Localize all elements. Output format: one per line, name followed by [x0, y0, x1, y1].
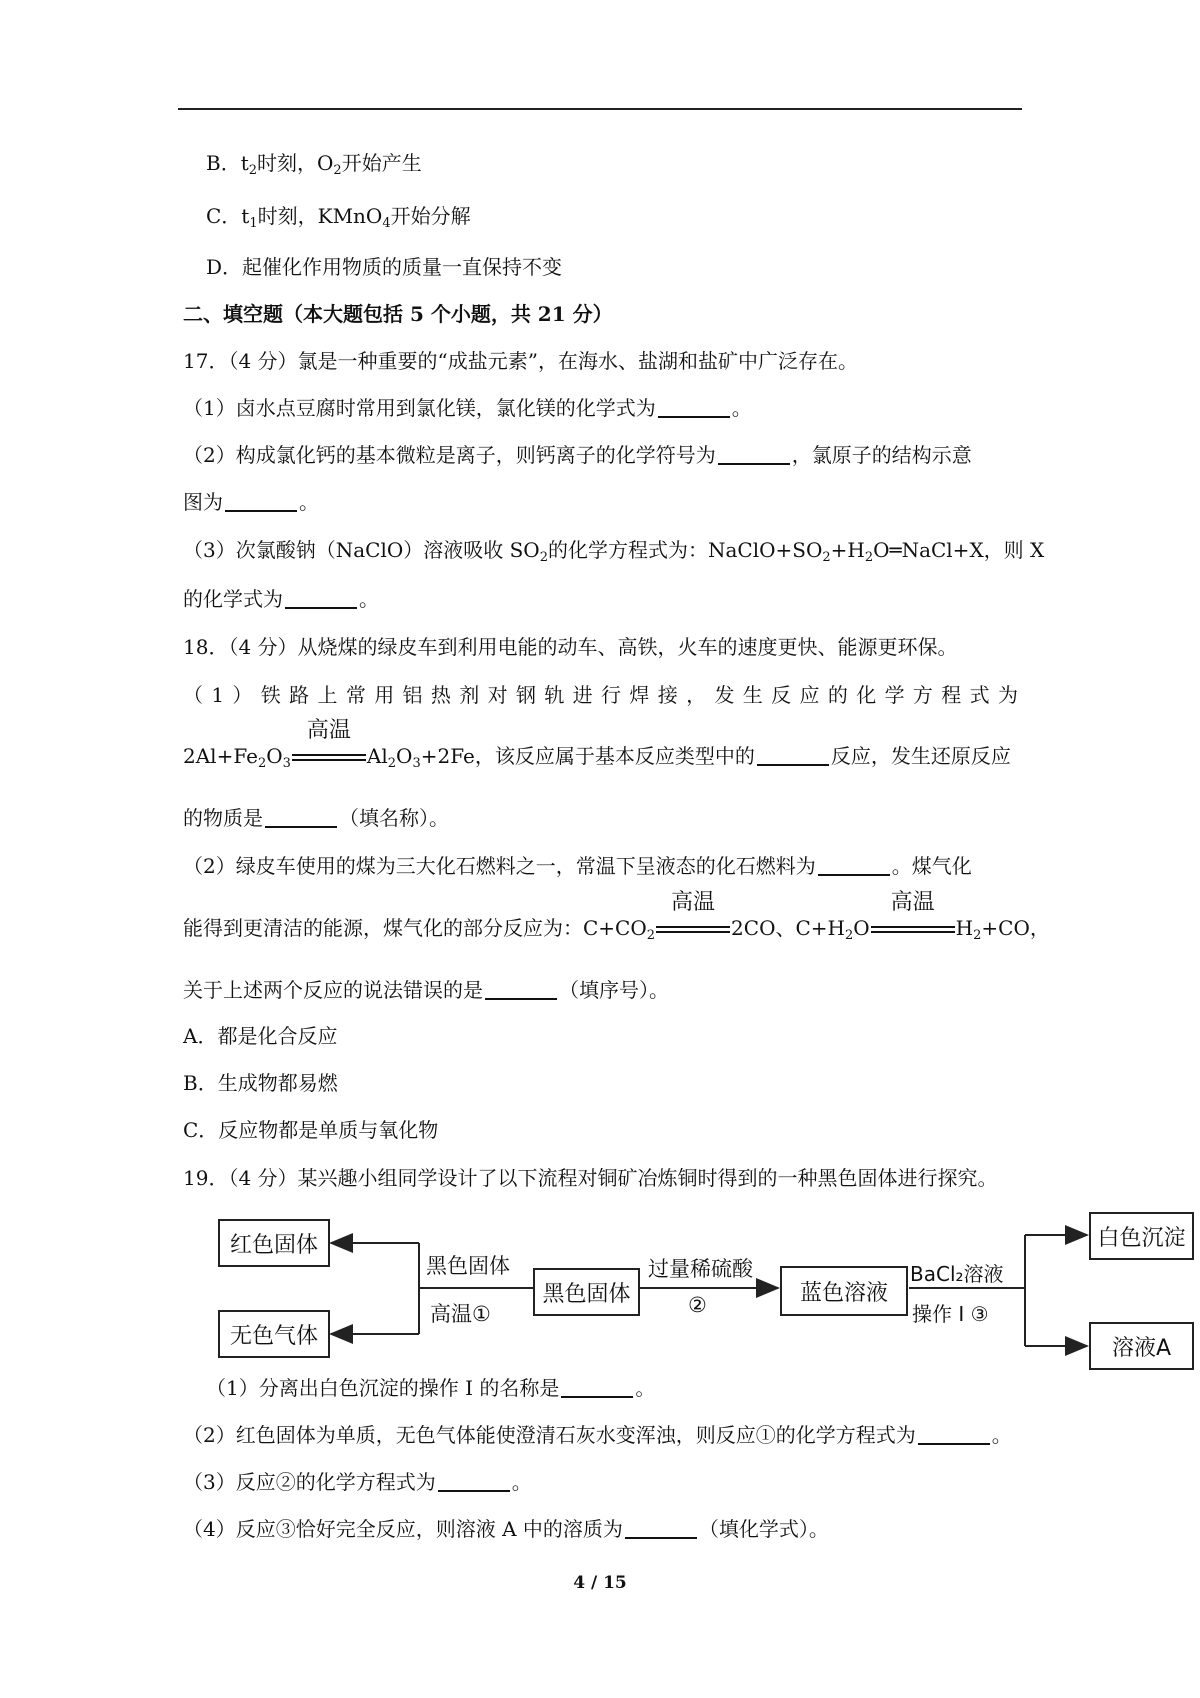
flow-label-bacl2: BaCl₂溶液	[910, 1262, 1004, 1286]
q17-part2: （2）构成氯化钙的基本微粒是离子，则钙离子的化学符号为 ，氯原子的结构示意	[183, 443, 972, 467]
flow-colorless-gas: 无色气体	[218, 1310, 330, 1358]
q18-part2-equations: 能得到更清洁的能源，煤气化的部分反应为：$C+CO_2$ 高温 2CO、$C+H_2O$ 高温 $H_2+CO$，	[183, 889, 1050, 943]
flow-label-black-solid: 黑色固体	[426, 1254, 510, 1278]
q19-part4: （4）反应③恰好完全反应，则溶液 A 中的溶质为 （填化学式）。	[183, 1517, 829, 1541]
q19-part2: （2）红色固体为单质，无色气体能使澄清石灰水变浑浊，则反应①的化学方程式为 。	[183, 1423, 1012, 1447]
flow-red-solid: 红色固体	[218, 1219, 330, 1267]
answer-blank[interactable]	[625, 1515, 697, 1539]
q17-part1: （1）卤水点豆腐时常用到氯化镁，氯化镁的化学式为 。	[183, 396, 752, 420]
answer-blank[interactable]	[561, 1374, 633, 1398]
q17-part3-cont: 的化学式为 。	[183, 587, 379, 611]
q18-part1-cont: 的物质是 （填名称）。	[183, 806, 449, 830]
q18-part2-cont: 关于上述两个反应的说法错误的是 （填序号）。	[183, 978, 669, 1002]
q18-option-c: C．反应物都是单质与氧化物	[183, 1118, 439, 1142]
q17-part2-cont: 图为 。	[183, 490, 319, 514]
flow-black-solid: 黑色固体	[533, 1268, 640, 1316]
flow-label-step2: ②	[688, 1293, 707, 1317]
reaction-condition: 高温	[871, 920, 955, 940]
answer-blank[interactable]	[918, 1421, 990, 1445]
flow-label-high-temp: 高温①	[430, 1302, 491, 1326]
q18-stem: 18．（4 分）从烧煤的绿皮车到利用电能的动车、高铁，火车的速度更快、能源更环保。	[183, 635, 958, 659]
option-b-prev: B．$t_2$时刻，$O_2$开始产生	[206, 151, 422, 178]
reaction-condition: 高温	[656, 920, 730, 940]
reaction-condition: 高温	[292, 748, 366, 768]
q17-part3: （3）次氯酸钠（NaClO）溶液吸收 $SO_2$的化学方程式为：$NaClO+SO_2+H_2O═NaCl+X$，则 X	[183, 538, 1045, 565]
answer-blank[interactable]	[438, 1468, 510, 1492]
flow-solution-a: 溶液A	[1089, 1322, 1194, 1370]
q19-part1: （1）分离出白色沉淀的操作 I 的名称是 。	[206, 1376, 656, 1400]
q19-stem: 19．（4 分）某兴趣小组同学设计了以下流程对铜矿冶炼铜时得到的一种黑色固体进行探究。	[183, 1166, 998, 1190]
flow-blue-solution: 蓝色溶液	[780, 1266, 908, 1316]
q18-option-a: A．都是化合反应	[183, 1024, 338, 1048]
flow-white-precipitate: 白色沉淀	[1089, 1212, 1194, 1260]
q18-part1-equation: $2Al+Fe_2O_3$ 高温 $Al_2O_3+2Fe$，该反应属于基本反应类型中的 反应，发生还原反应	[183, 717, 1011, 771]
q18-part2: （2）绿皮车使用的煤为三大化石燃料之一，常温下呈液态的化石燃料为 。煤气化	[183, 854, 972, 878]
q18-part1: （1）铁路上常用铝热剂对钢轨进行焊接，发生反应的化学方程式为	[183, 683, 1018, 707]
page-number: 4 / 15	[573, 1573, 627, 1593]
option-c-prev: C．$t_1$时刻，KMnO$_4$开始分解	[206, 204, 471, 231]
flow-label-acid: 过量稀硫酸	[648, 1257, 753, 1281]
q19-part3: （3）反应②的化学方程式为 。	[183, 1470, 532, 1494]
q18-option-b: B．生成物都易燃	[183, 1071, 338, 1095]
section-heading: 二、填空题（本大题包括 5 个小题，共 21 分）	[183, 302, 613, 326]
option-d-prev: D．起催化作用物质的质量一直保持不变	[206, 255, 563, 279]
q17-stem: 17．（4 分）氯是一种重要的“成盐元素”，在海水、盐湖和盐矿中广泛存在。	[183, 349, 858, 373]
flow-label-op3: 操作 I ③	[912, 1302, 989, 1326]
